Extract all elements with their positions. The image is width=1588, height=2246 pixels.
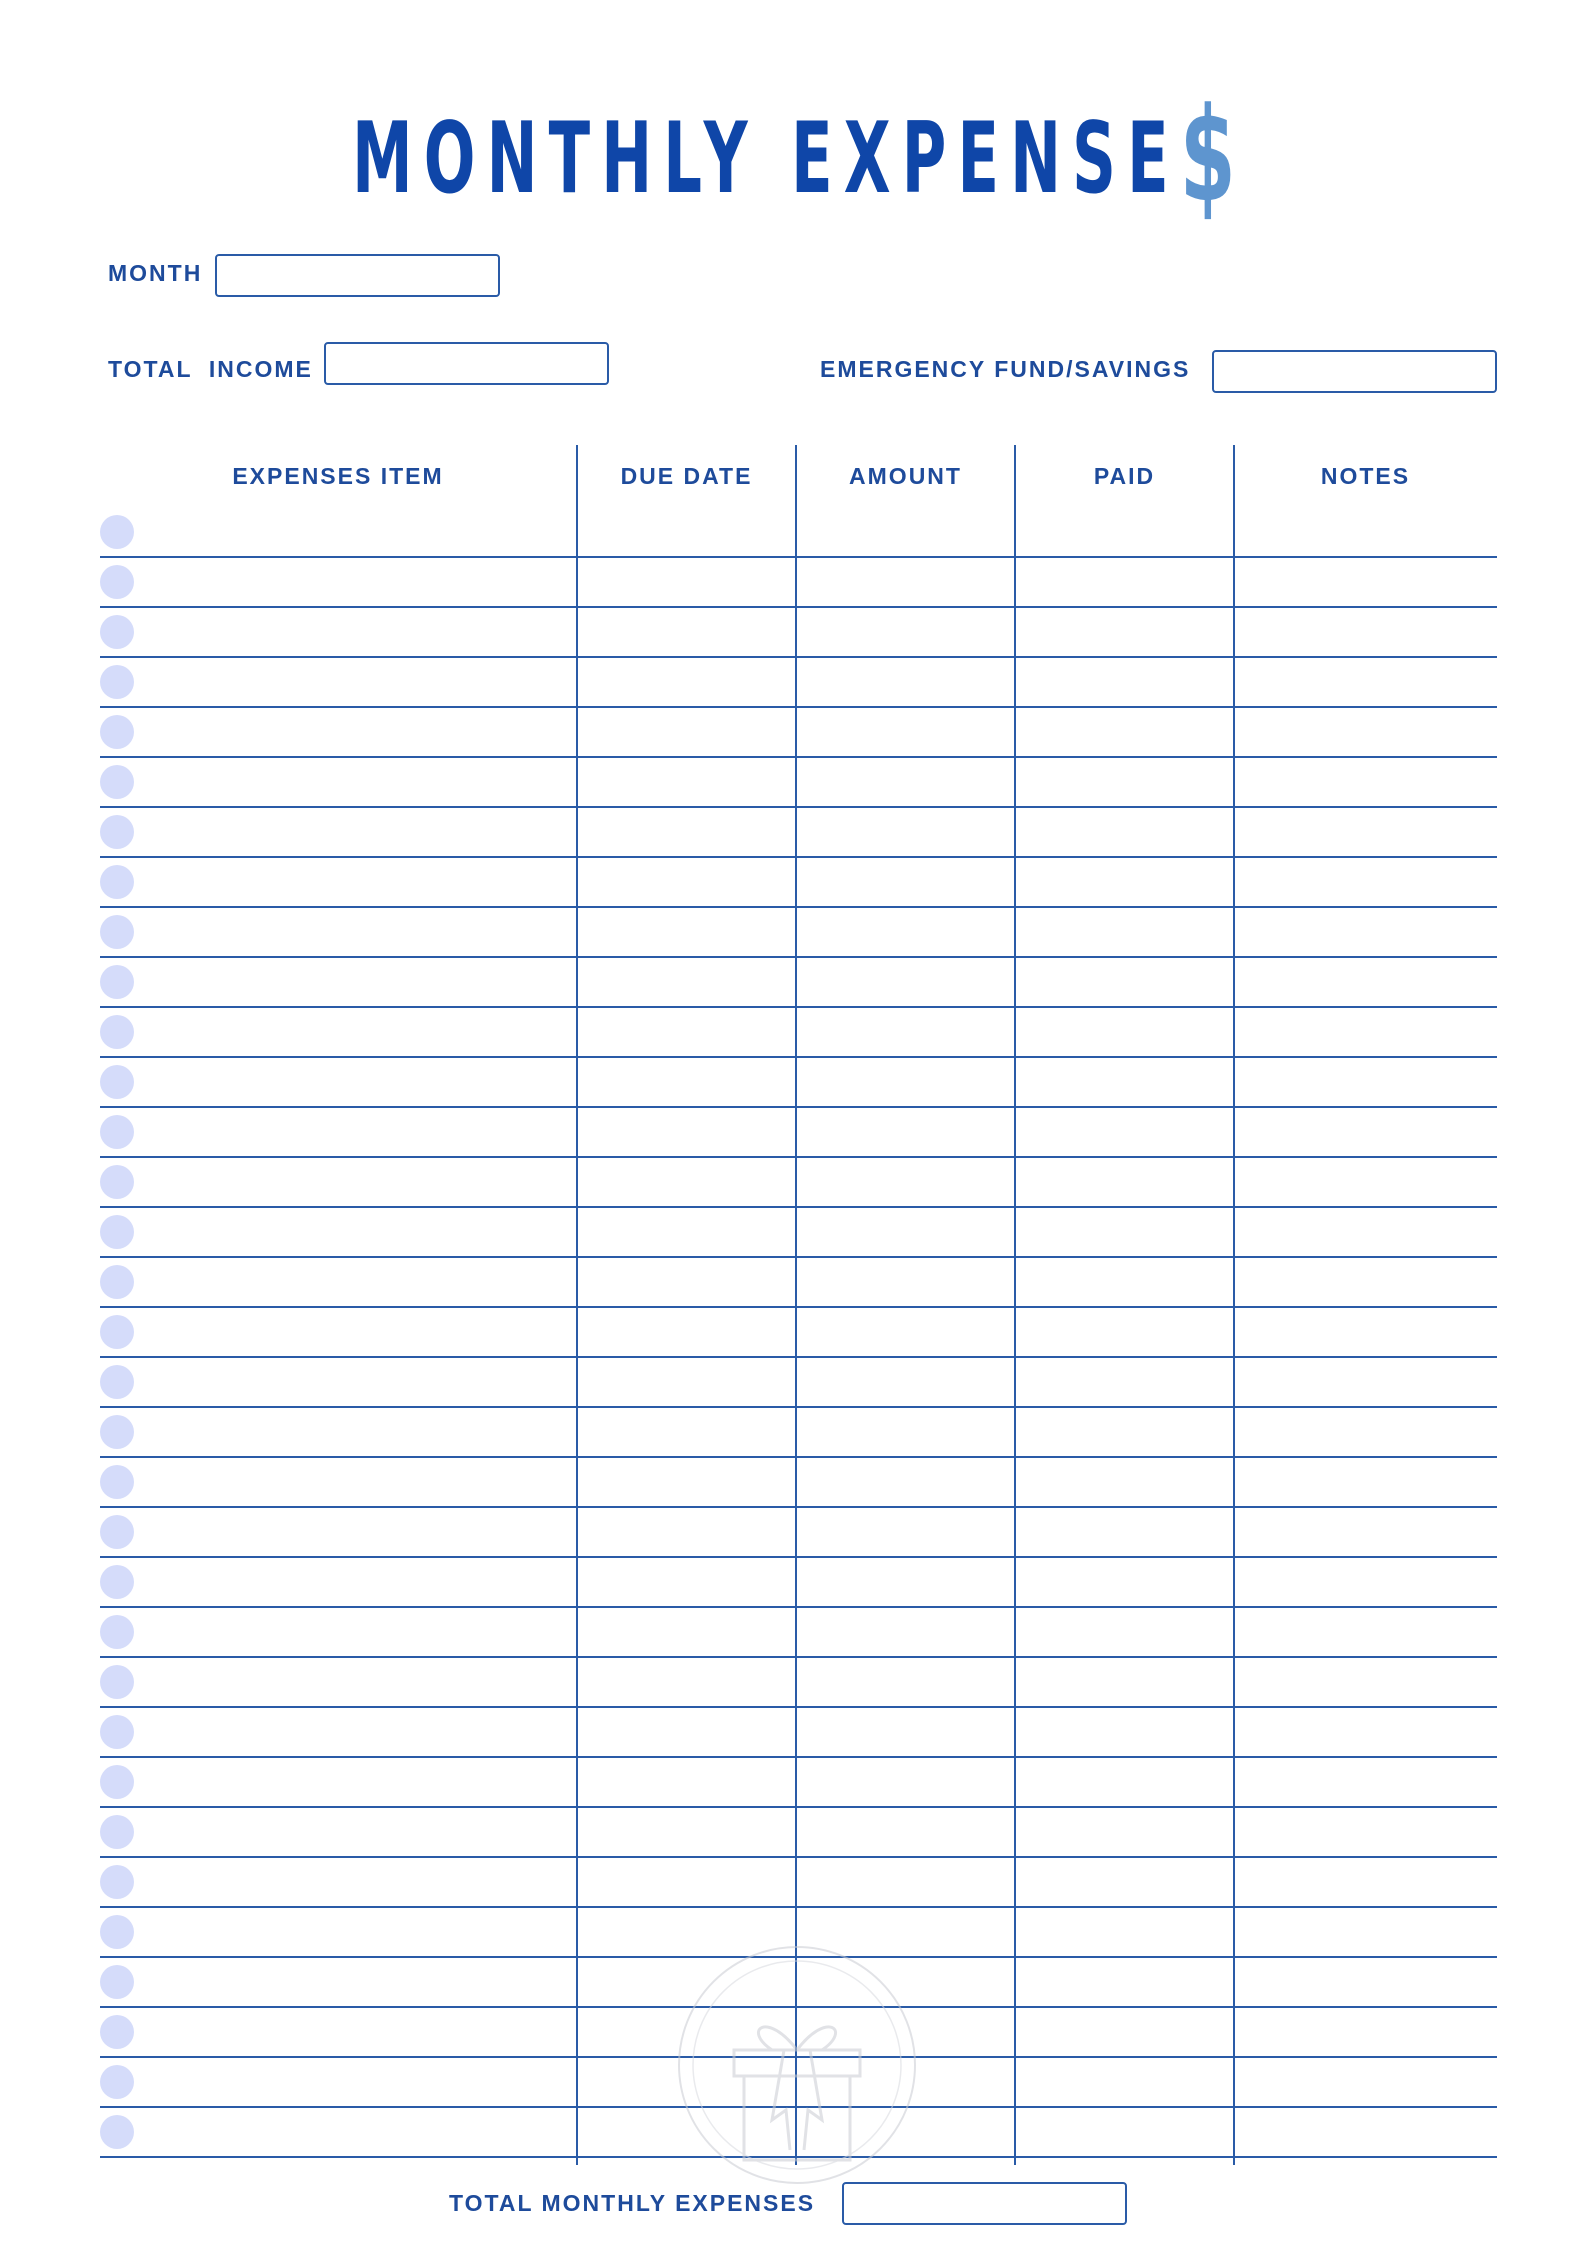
- total-monthly-expenses-label: TOTAL MONTHLY EXPENSES: [449, 2190, 816, 2216]
- table-row-line: [100, 1406, 1497, 1408]
- table-row-line: [100, 1356, 1497, 1358]
- checkbox-dot[interactable]: [100, 1265, 134, 1299]
- table-row-line: [100, 1206, 1497, 1208]
- header-due-date: DUE DATE: [620, 463, 753, 489]
- checkbox-dot[interactable]: [100, 765, 134, 799]
- checkbox-dot[interactable]: [100, 1615, 134, 1649]
- page-title: [302, 79, 1287, 231]
- table-row-line: [100, 656, 1497, 658]
- checkbox-dot[interactable]: [100, 965, 134, 999]
- table-row-line: [100, 906, 1497, 908]
- page-title-text: MONTHLY EXPENSE: [352, 102, 1180, 216]
- table-row-line: [100, 1106, 1497, 1108]
- table-row-line: [100, 956, 1497, 958]
- table-row-line: [100, 606, 1497, 608]
- table-row-line: [100, 556, 1497, 558]
- checkbox-dot[interactable]: [100, 1365, 134, 1399]
- checkbox-dot[interactable]: [100, 665, 134, 699]
- table-row-line: [100, 1056, 1497, 1058]
- checkbox-dot[interactable]: [100, 1915, 134, 1949]
- table-row-line: [100, 1456, 1497, 1458]
- checkbox-dot[interactable]: [100, 1515, 134, 1549]
- checkbox-dot[interactable]: [100, 1115, 134, 1149]
- table-row-line: [100, 856, 1497, 858]
- emergency-fund-field[interactable]: [1212, 350, 1497, 393]
- table-row-line: [100, 1756, 1497, 1758]
- table-row-line: [100, 1806, 1497, 1808]
- header-expenses-item: EXPENSES ITEM: [232, 463, 444, 489]
- checkbox-dot[interactable]: [100, 1765, 134, 1799]
- table-row-line: [100, 1656, 1497, 1658]
- total-income-label: TOTAL INCOME: [108, 356, 313, 382]
- checkbox-dot[interactable]: [100, 1815, 134, 1849]
- header-amount: AMOUNT: [849, 463, 962, 489]
- total-income-field[interactable]: [324, 342, 609, 385]
- checkbox-dot[interactable]: [100, 815, 134, 849]
- table-row-line: [100, 1556, 1497, 1558]
- checkbox-dot[interactable]: [100, 615, 134, 649]
- checkbox-dot[interactable]: [100, 1865, 134, 1899]
- checkbox-dot[interactable]: [100, 1165, 134, 1199]
- checkbox-dot[interactable]: [100, 1715, 134, 1749]
- checkbox-dot[interactable]: [100, 2115, 134, 2149]
- table-row-line: [100, 1606, 1497, 1608]
- checkbox-dot[interactable]: [100, 1465, 134, 1499]
- checkbox-dot[interactable]: [100, 1015, 134, 1049]
- table-row-line: [100, 1856, 1497, 1858]
- checkbox-dot[interactable]: [100, 865, 134, 899]
- checkbox-dot[interactable]: [100, 1415, 134, 1449]
- table-row-line: [100, 806, 1497, 808]
- table-row-line: [100, 1256, 1497, 1258]
- checkbox-dot[interactable]: [100, 2015, 134, 2049]
- checkbox-dot[interactable]: [100, 1665, 134, 1699]
- month-field[interactable]: [215, 254, 500, 297]
- dollar-sign-icon: $: [1179, 79, 1236, 231]
- table-row-line: [100, 1306, 1497, 1308]
- table-row-line: [100, 1906, 1497, 1908]
- emergency-fund-label: EMERGENCY FUND/SAVINGS: [820, 356, 1191, 382]
- table-row-line: [100, 1006, 1497, 1008]
- checkbox-dot[interactable]: [100, 1565, 134, 1599]
- checkbox-dot[interactable]: [100, 2065, 134, 2099]
- checkbox-dot[interactable]: [100, 1965, 134, 1999]
- checkbox-dot[interactable]: [100, 1065, 134, 1099]
- table-row-line: [100, 706, 1497, 708]
- table-row-line: [100, 756, 1497, 758]
- header-notes: NOTES: [1320, 463, 1411, 489]
- checkbox-dot[interactable]: [100, 915, 134, 949]
- checkbox-dot[interactable]: [100, 1315, 134, 1349]
- checkbox-dot[interactable]: [100, 1215, 134, 1249]
- table-row-line: [100, 1706, 1497, 1708]
- checkbox-dot[interactable]: [100, 715, 134, 749]
- checkbox-dot[interactable]: [100, 515, 134, 549]
- header-paid: PAID: [1093, 463, 1156, 489]
- table-row-line: [100, 1506, 1497, 1508]
- month-label: MONTH: [108, 260, 203, 286]
- table-row-line: [100, 1156, 1497, 1158]
- checkbox-dot[interactable]: [100, 565, 134, 599]
- gift-watermark-logo: [672, 1940, 922, 2190]
